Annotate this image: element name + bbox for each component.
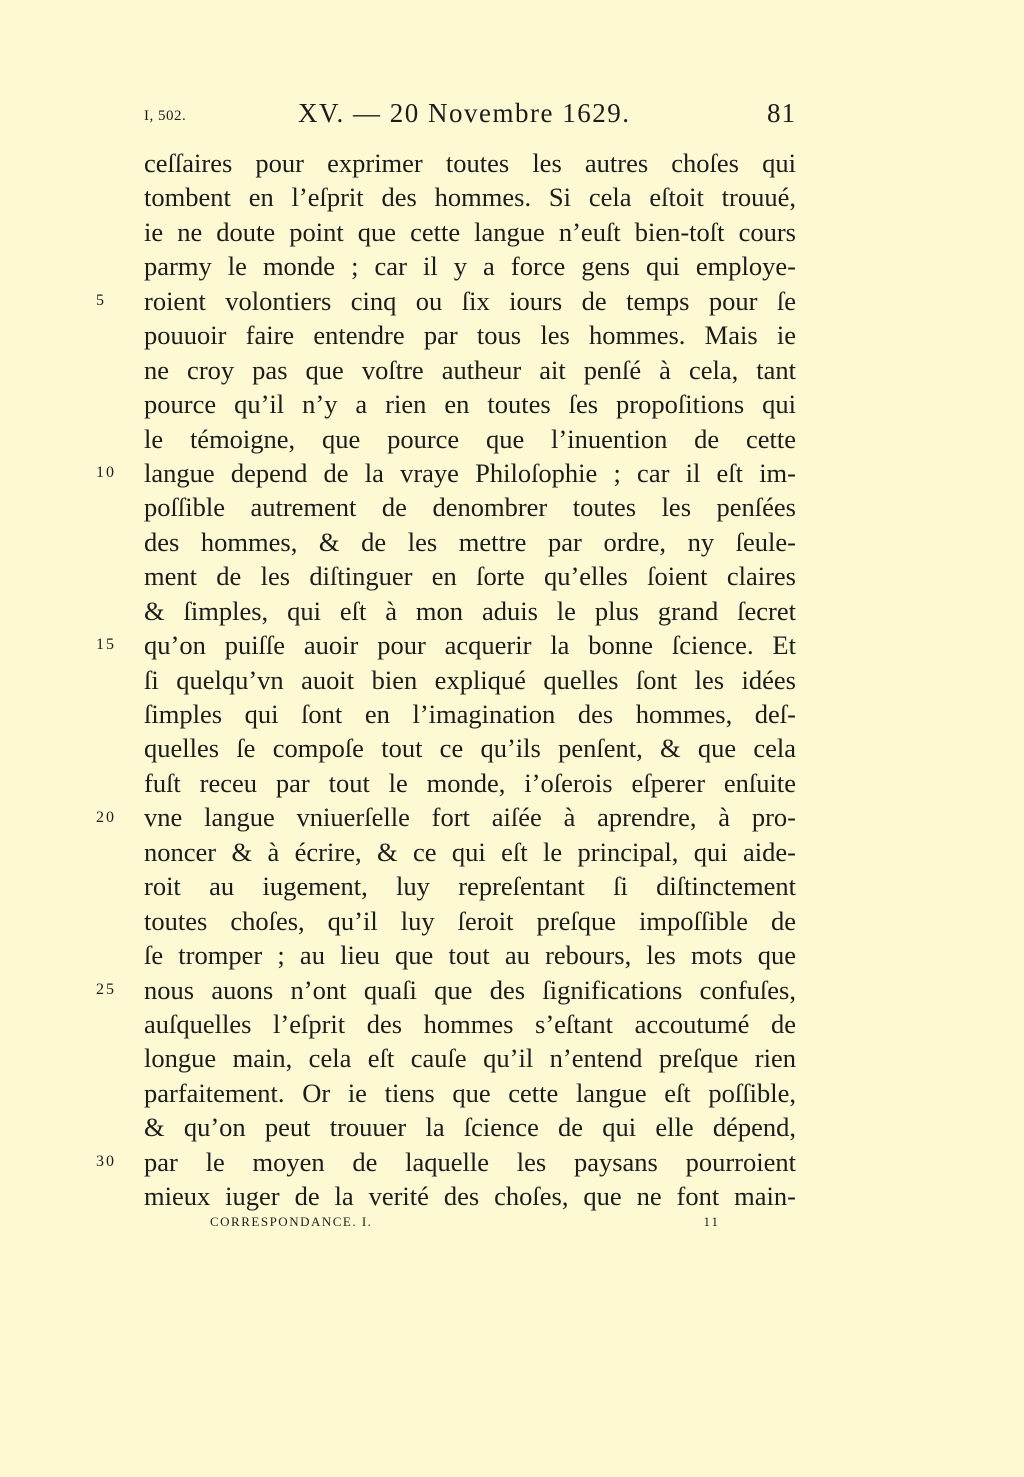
signature-mark: 11 (703, 1214, 720, 1229)
text-line: langue depend de la vraye Philoſophie ; car il eſt im- (144, 457, 796, 488)
line-number: 5 (96, 291, 106, 309)
text-line: parfaitement. Or ie tiens que cette langue eſt poſſible, (144, 1077, 796, 1108)
letter-heading: XV. — 20 Novembre 1629. (298, 98, 631, 128)
text-line: roient volontiers cinq ou ſix iours de temps pour ſe (144, 285, 796, 316)
line-number: 15 (96, 636, 116, 654)
text-line: pource qu’il n’y a rien en toutes ſes propoſitions qui (144, 389, 796, 420)
text-line: pouuoir faire entendre par tous les hommes. Mais ie (144, 320, 796, 351)
text-line: fuſt receu par tout le monde, i’oſerois eſperer enſuite (144, 767, 796, 798)
text-line: auſquelles l’eſprit des hommes s’eſtant accoutumé de (144, 1008, 796, 1039)
line-number: 30 (96, 1153, 116, 1171)
text-line: parmy le monde ; car il y a force gens qui employe- (144, 251, 796, 282)
text-line: ſimples qui ſont en l’imagination des hommes, deſ- (144, 699, 796, 729)
text-line: tombent en l’eſprit des hommes. Si cela eſtoit trouué, (144, 182, 796, 213)
text-line: vne langue vniuerſelle fort aiſée à aprendre, à pro- (144, 802, 796, 833)
text-line: ie ne doute point que cette langue n’euſt bien-toſt cours (144, 216, 796, 247)
text-line: ſe tromper ; au lieu que tout au rebours, les mots que (144, 940, 796, 971)
text-line: ne croy pas que voſtre autheur ait penſé à cela, tant (144, 354, 796, 385)
text-line: ceſſaires pour exprimer toutes les autres choſes qui (144, 148, 796, 178)
text-line: par le moyen de laquelle les paysans pourroient (144, 1146, 796, 1177)
page-number: 81 (767, 98, 796, 128)
text-line: & qu’on peut trouuer la ſcience de qui elle dépend, (144, 1112, 796, 1143)
text-line: noncer & à écrire, & ce qui eſt le principal, qui aide- (144, 836, 796, 867)
text-line: longue main, cela eſt cauſe qu’il n’entend preſque rien (144, 1043, 796, 1074)
signature-line: CORRESPONDANCE. I. (210, 1214, 373, 1229)
line-number: 20 (96, 808, 116, 826)
text-line: nous auons n’ont quaſi que des ſignifications confuſes, (144, 974, 796, 1005)
text-line: ment de les diſtinguer en ſorte qu’elles ſoient claires (144, 561, 796, 592)
line-number: 25 (96, 980, 116, 998)
text-line: qu’on puiſſe auoir pour acquerir la bonne ſcience. Et (144, 630, 796, 661)
text-line: ſi quelqu’vn auoit bien expliqué quelles ſont les idées (144, 664, 796, 695)
text-line: toutes choſes, qu’il luy ſeroit preſque impoſſible de (144, 905, 796, 936)
line-number: 10 (96, 464, 116, 482)
text-line: des hommes, & de les mettre par ordre, ny ſeule- (144, 526, 796, 557)
text-line: poſſible autrement de denombrer toutes les penſées (144, 492, 796, 523)
running-head (144, 98, 796, 138)
text-line: quelles ſe compoſe tout ce qu’ils penſent, & que cela (144, 733, 796, 764)
volume-reference: I, 502. (144, 108, 187, 124)
text-line: & ſimples, qui eſt à mon aduis le plus grand ſecret (144, 595, 796, 626)
page-footer (210, 1214, 720, 1236)
body-text (144, 146, 796, 1214)
text-line: roit au iugement, luy repreſentant ſi diſtinctement (144, 871, 796, 902)
text-line: le témoigne, que pource que l’inuention de cette (144, 423, 796, 454)
text-line: mieux iuger de la verité des choſes, que ne font main- (144, 1181, 796, 1212)
